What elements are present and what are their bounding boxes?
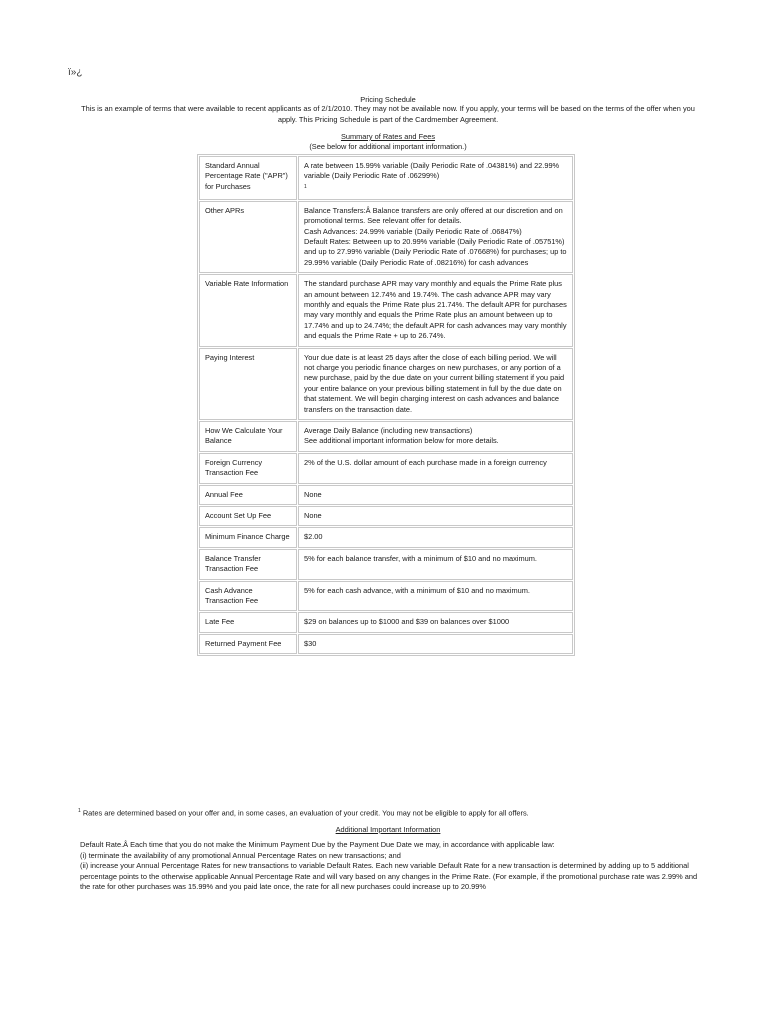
table-row <box>199 612 573 632</box>
row-value <box>298 453 573 484</box>
row-label: Paying Interest <box>199 348 297 420</box>
row-value-text: 2% of the U.S. dollar amount of each purchase made in a foreign currency <box>304 457 547 467</box>
row-label: Late Fee <box>199 612 297 632</box>
row-value <box>298 201 573 273</box>
additional-line: (ii) increase your Annual Percentage Rates for new transactions to variable Default Rates. Each new variable Default Rate for a new transaction is determined by adding up to 5 additional percentage points to the otherwise applicable Annual Percentage Rate and will vary based on any changes in the Prime Rate. (For example, if the promotional purchase rate was 2.99% and the rate for other purchases was 15.99% and you paid late once, the rate for all new purchases could increase up to 20.99% <box>80 861 698 892</box>
row-value-text: $2.00 <box>304 532 323 542</box>
row-value-text: Your due date is at least 25 days after the close of each billing period. We will not charge you periodic finance charges on new purchases, or any portion of a new purchase, paid by the due date on your current billing statement if you paid your entire balance on your previous billing statement in full by the due date on that statement. We will begin charging interest on cash advances and balance transfers on the transaction date. <box>304 352 565 414</box>
row-value-text: 5% for each balance transfer, with a minimum of $10 and no maximum. <box>304 553 537 563</box>
row-value <box>298 274 573 346</box>
additional-info-title: Additional Important Information <box>335 825 441 834</box>
row-value <box>298 612 573 632</box>
footnote <box>78 808 529 817</box>
row-label: How We Calculate Your Balance <box>199 421 297 452</box>
table-row <box>199 453 573 484</box>
row-value <box>298 634 573 654</box>
row-label: Returned Payment Fee <box>199 634 297 654</box>
row-value-text: 5% for each cash advance, with a minimum of $10 and no maximum. <box>304 585 530 595</box>
row-value <box>298 581 573 612</box>
row-value-text: None <box>304 511 322 521</box>
summary-title: Summary of Rates and Fees <box>340 132 436 141</box>
row-value-text: Balance Transfers:Â Balance transfers are only offered at our discretion and on promotional terms. See relevant offer for details. Cash Advances: 24.99% variable (Daily Periodic Rate of .06847%) Default Rates: Between up to 20.99% variable (Daily Periodic Rate of .05751%) and up to 27.99% variable (Daily Periodic Rate of .07668%) for purchases; up to 29.99% variable (Daily Periodic Rate of .08216%) for cash advances <box>304 205 567 267</box>
summary-subtitle: (See below for additional important information.) <box>309 142 467 151</box>
table-row <box>199 581 573 612</box>
row-value <box>298 421 573 452</box>
row-footnote-marker: 1 <box>304 183 307 190</box>
row-label: Standard Annual Percentage Rate ("APR") for Purchases <box>199 156 297 200</box>
row-label: Balance Transfer Transaction Fee <box>199 549 297 580</box>
row-value <box>298 527 573 547</box>
row-value-text: $29 on balances up to $1000 and $39 on balances over $1000 <box>304 617 510 627</box>
rates-fees-table <box>197 154 575 656</box>
row-value <box>298 348 573 420</box>
row-label: Foreign Currency Transaction Fee <box>199 453 297 484</box>
row-value-text: A rate between 15.99% variable (Daily Periodic Rate of .04381%) and 22.99% variable (Daily Periodic Rate of .06299%) <box>304 161 560 181</box>
table-row <box>199 348 573 420</box>
additional-line: (i) terminate the availability of any promotional Annual Percentage Rates on new transactions; and <box>80 850 401 860</box>
table-row <box>199 274 573 346</box>
footnote-text: Rates are determined based on your offer and, in some cases, an evaluation of your credit. You may not be eligible to apply for all offers. <box>82 808 529 818</box>
table-row <box>199 527 573 547</box>
page-title: Pricing Schedule <box>360 95 416 104</box>
footnote-marker: 1 <box>78 808 81 814</box>
stray-bom-characters: ï»¿ <box>68 67 83 78</box>
row-value-text: The standard purchase APR may vary monthly and equals the Prime Rate plus an amount between 12.74% and 19.74%. The cash advance APR may vary monthly and equals the Prime Rate plus 21.74%. The default APR for purchases may vary monthly and equals the Prime Rate plus an amount between up to 17.74% and up to 24.74%; the default APR for cash advances may vary monthly and equals the Prime Rate + up to 26.74%. <box>304 279 567 341</box>
row-value-text: $30 <box>304 638 317 648</box>
table-row <box>199 634 573 654</box>
row-label: Other APRs <box>199 201 297 273</box>
table-row <box>199 201 573 273</box>
table-row <box>199 549 573 580</box>
row-label: Minimum Finance Charge <box>199 527 297 547</box>
row-value <box>298 549 573 580</box>
additional-line: Default Rate.Â Each time that you do not make the Minimum Payment Due by the Payment Due Date we may, in accordance with applicable law: <box>80 840 555 849</box>
intro-paragraph: This is an example of terms that were available to recent applicants as of 2/1/2010. They may not be available now. If you apply, your terms will be based on the terms of the offer when you apply. This Pricing Schedule is part of the Cardmember Agreement. <box>81 104 695 124</box>
row-label: Annual Fee <box>199 485 297 505</box>
row-value <box>298 485 573 505</box>
row-value-text: None <box>304 489 322 499</box>
row-value <box>298 156 573 200</box>
table-row <box>199 421 573 452</box>
additional-info-body <box>80 840 702 893</box>
row-label: Account Set Up Fee <box>199 506 297 526</box>
row-label: Cash Advance Transaction Fee <box>199 581 297 612</box>
table-row <box>199 485 573 505</box>
table-row <box>199 506 573 526</box>
row-label: Variable Rate Information <box>199 274 297 346</box>
row-value-text: Average Daily Balance (including new transactions) See additional important information below for more details. <box>304 426 499 446</box>
table-row <box>199 156 573 200</box>
row-value <box>298 506 573 526</box>
